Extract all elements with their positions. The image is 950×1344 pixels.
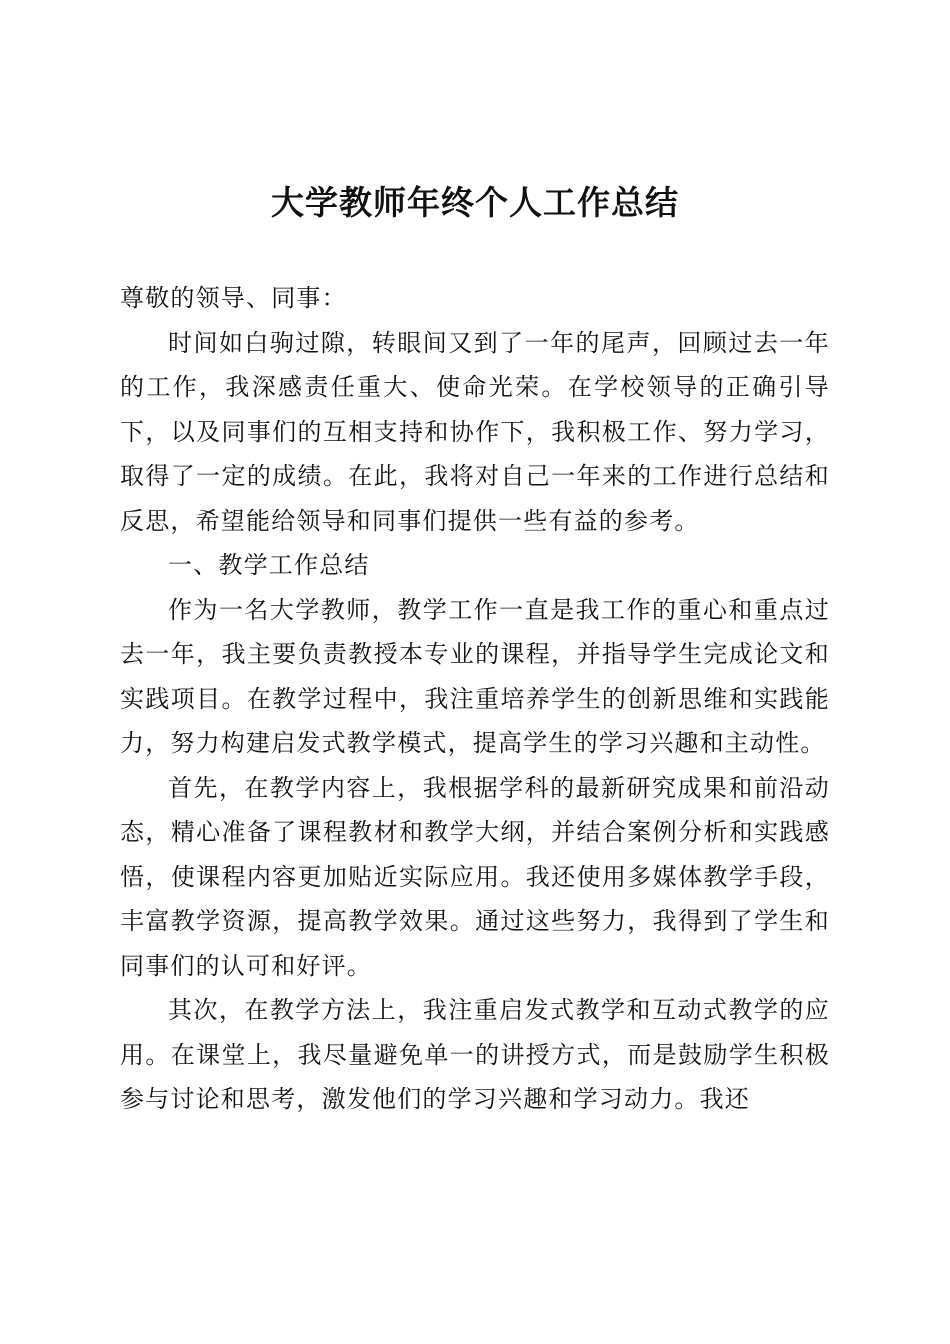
document-title: 大学教师年终个人工作总结	[271, 183, 679, 222]
intro-paragraph: 时间如白驹过隙，转眼间又到了一年的尾声，回顾过去一年的工作，我深感责任重大、使命光荣。在学校领导的正确引导下，以及同事们的互相支持和协作下，我积极工作、努力学习，取得了一定的成绩。在此，我将对自己一年来的工作进行总结和反思，希望能给领导和同事们提供一些有益的参考。	[120, 328, 830, 535]
section-paragraph: 其次，在教学方法上，我注重启发式教学和互动式教学的应用。在课堂上，我尽量避免单一的讲授方式，而是鼓励学生积极参与讨论和思考，激发他们的学习兴趣和学习动力。我还	[120, 996, 830, 1113]
document-body	[120, 276, 830, 1122]
section-paragraph: 首先，在教学内容上，我根据学科的最新研究成果和前沿动态，精心准备了课程教材和教学大纲，并结合案例分析和实践感悟，使课程内容更加贴近实际应用。我还使用多媒体教学手段，丰富教学资源，提高教学效果。通过这些努力，我得到了学生和同事们的认可和好评。	[120, 773, 830, 980]
section-paragraph: 作为一名大学教师，教学工作一直是我工作的重心和重点过去一年，我主要负责教授本专业的课程，并指导学生完成论文和实践项目。在教学过程中，我注重培养学生的创新思维和实践能力，努力构建启发式教学模式，提高学生的学习兴趣和主动性。	[120, 595, 830, 757]
section-heading: 一、教学工作总结	[168, 551, 370, 579]
salutation: 尊敬的领导、同事：	[120, 284, 347, 312]
